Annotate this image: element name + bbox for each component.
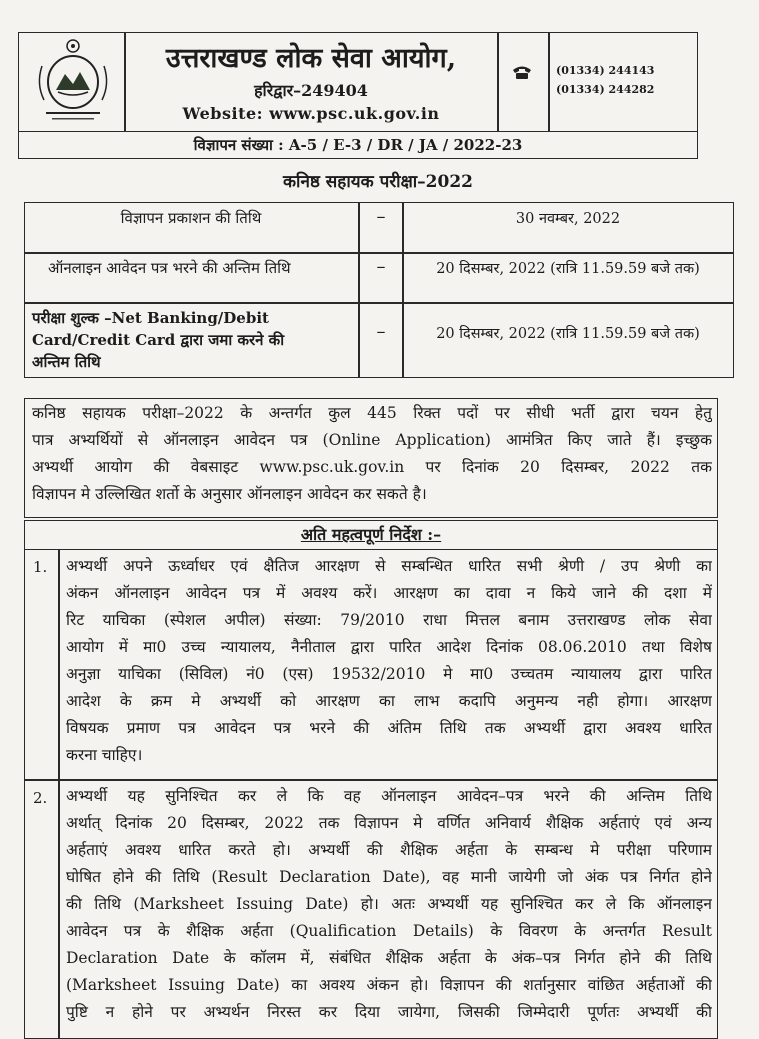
dates-table-row-line-2 (24, 302, 734, 304)
instruction-line: अभ्यर्थी अपने ऊर्ध्वाधर एवं क्षैतिज आरक्षण से सम्बन्धित धारित सभी श्रेणी / उप श्रेणी का (66, 557, 712, 575)
instruction-number: 2. (33, 789, 48, 807)
dates-row-1-label: विज्ञापन प्रकाशन की तिथि (120, 209, 262, 227)
dates-row-3-sep: – (376, 321, 386, 342)
instruction-line: आवेदन पत्र के शैक्षिक अर्हता (Qualification Details) के विवरण के अन्तर्गत Result (66, 922, 712, 940)
phone-number-1: (01334) 244143 (556, 64, 655, 77)
instructions-heading: अति महत्वपूर्ण निर्देश :– (300, 525, 442, 544)
header-divider-2 (497, 32, 499, 132)
dates-table-col-line-2 (402, 202, 404, 378)
instruction-line: (Marksheet Issuing Date) का अवश्य अंकन हो। विज्ञापन की शर्तानुसार वांछित अर्हताओं की (66, 976, 712, 994)
dates-row-3-value: 20 दिसम्बर, 2022 (रात्रि 11.59.59 बजे तक) (436, 326, 700, 342)
org-city: हरिद्वार–249404 (254, 81, 368, 100)
instruction-1-text (66, 553, 712, 769)
instruction-line: करना चाहिए। (66, 746, 143, 764)
intro-paragraph (32, 400, 712, 508)
instruction-line: अर्हताएं अवश्य धारित करते हो। अभ्यर्थी की शैक्षिक अर्हता के सम्बन्ध मे परीक्षा परिणाम (66, 841, 712, 859)
dates-row-2-value: 20 दिसम्बर, 2022 (रात्रि 11.59.59 बजे तक) (436, 261, 700, 277)
instruction-line: पुष्टि न होने पर अभ्यर्थन निरस्त कर दिया जायेगा, जिसकी जिम्मेदारी पूर्णतः अभ्यर्थी की (66, 1003, 712, 1021)
dates-row-3-label-line-2: Card/Credit Card द्वारा जमा करने की (32, 331, 285, 349)
dates-row-3-label-line-1: परीक्षा शुल्क –Net Banking/Debit (32, 309, 269, 327)
instruction-line: अनुज्ञा याचिका (सिविल) नं0 (एस) 19532/2010 मे मा0 उच्चतम न्यायालय द्वारा पारित (66, 665, 712, 683)
telephone-icon (511, 64, 533, 80)
intro-line: विज्ञापन मे उल्लिखित शर्तो के अनुसार ऑनलाइन आवेदन कर सकते है। (32, 485, 427, 503)
instructions-row-line (24, 779, 718, 781)
dates-row-2-label: ऑनलाइन आवेदन पत्र भरने की अन्तिम तिथि (48, 259, 291, 277)
dates-table-row-line-1 (24, 252, 734, 254)
dates-row-3-label-line-3: अन्तिम तिथि (32, 353, 101, 371)
intro-line: पात्र अभ्यर्थियों से ऑनलाइन आवेदन पत्र (Online Application) आमंत्रित किए जाते हैं। इच्छुक (32, 431, 712, 449)
instruction-line: अर्थात् दिनांक 20 दिसम्बर, 2022 तक विज्ञापन मे वर्णित अनिवार्य शैक्षिक अर्हताएं एवं अन्य (66, 814, 712, 832)
dates-row-2-sep: – (376, 256, 386, 277)
dates-row-1-value: 30 नवम्बर, 2022 (515, 211, 621, 227)
phone-number-2: (01334) 244282 (556, 83, 655, 96)
exam-title: कनिष्ठ सहायक परीक्षा–2022 (282, 172, 473, 192)
instruction-line: की तिथि (Marksheet Issuing Date) हो। अतः अभ्यर्थी यह सुनिश्चित कर ले कि ऑनलाइन (66, 895, 712, 913)
advt-number: विज्ञापन संख्या : A-5 / E-3 / DR / JA / 2022-23 (193, 136, 523, 154)
org-website[interactable]: Website: www.psc.uk.gov.in (182, 104, 440, 123)
instructions-col-line (58, 549, 60, 1039)
instruction-line: घोषित होने की तिथि (Result Declaration Date), वह मानी जायेगी जो अंक पत्र निर्गत होने (66, 868, 712, 886)
instruction-line: अंकन ऑनलाइन आवेदन पत्र में अवश्य करें। आरक्षण का दावा न किये जाने की दशा में (66, 584, 712, 602)
instruction-number: 1. (33, 558, 48, 576)
instruction-line: विषयक प्रमाण पत्र आवेदन पत्र भरने की अंतिम तिथि तक अभ्यर्थी द्वारा अवश्य धारित (66, 719, 712, 737)
intro-line: अभ्यर्थी आयोग की वेबसाइट www.psc.uk.gov.in पर दिनांक 20 दिसम्बर, 2022 तक (32, 458, 712, 476)
commission-seal-logo (32, 36, 114, 128)
dates-row-1-sep: – (376, 206, 386, 227)
instruction-line: आदेश के क्रम मे अभ्यर्थी को आरक्षण का लाभ कदापि अनुमन्य नही होगा। आरक्षण (66, 692, 712, 710)
dates-table-col-line-1 (358, 202, 360, 378)
instruction-line: रिट याचिका (स्पेशल अपील) संख्या: 79/2010 राधा मित्तल बनाम उत्तराखण्ड लोक सेवा (66, 611, 712, 629)
dates-table (24, 202, 734, 378)
instruction-2-text (66, 783, 712, 1026)
instruction-line: Declaration Date के कॉलम में, संबंधित शैक्षिक अर्हता के अंक–पत्र निर्गत होने की तिथि (66, 949, 712, 967)
org-name: उत्तराखण्ड लोक सेवा आयोग, (165, 43, 457, 74)
intro-line: कनिष्ठ सहायक परीक्षा–2022 के अन्तर्गत कुल 445 रिक्त पदों पर सीधी भर्ती द्वारा चयन हेतु (32, 404, 712, 422)
instruction-line: आयोग में मा0 उच्च न्यायालय, नैनीताल द्वारा पारित आदेश दिनांक 08.06.2010 तथा विशेष (66, 638, 712, 656)
header-divider-3 (548, 32, 550, 132)
instruction-line: अभ्यर्थी यह सुनिश्चित कर ले कि वह ऑनलाइन आवेदन–पत्र भरने की अन्तिम तिथि (66, 787, 712, 805)
